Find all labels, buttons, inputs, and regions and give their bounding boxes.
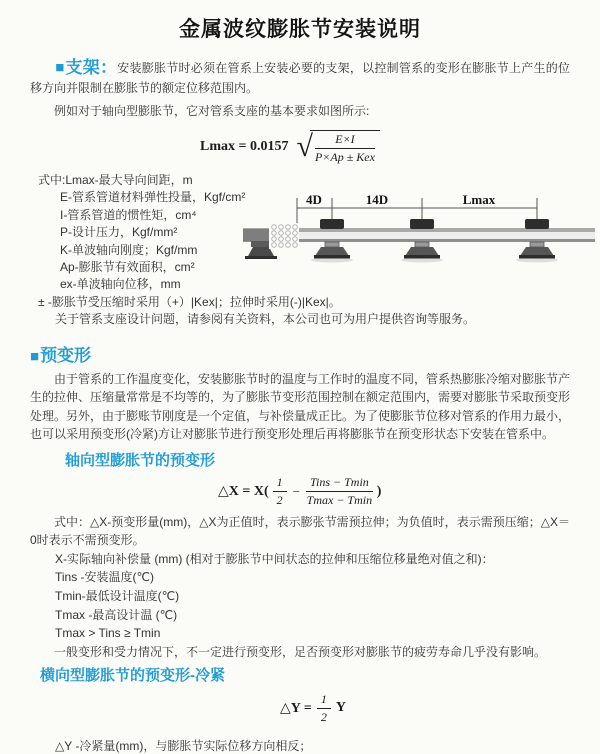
support-intro-text: 安装膨胀节时必须在管系上安装必要的支架，以控制管系的变形在膨胀节上产生的位移方向并限制在膨胀节的额定位移范围内。 bbox=[30, 61, 570, 95]
axial-notes-list bbox=[0, 513, 600, 662]
predeform-section-heading bbox=[30, 341, 600, 366]
definition-line: P-设计压力，Kgf/mm² bbox=[60, 225, 178, 240]
axial-subsection-heading: 轴向型膨胀节的预变形 bbox=[65, 451, 216, 469]
note-line: X-实际轴向补偿量 (mm) (相对于膨胀节中间状态的拉伸和压缩位移量绝对值之和)： bbox=[55, 551, 494, 566]
definition-line: K-单波轴向刚度；Kgf/mm bbox=[60, 242, 198, 257]
fraction-denominator: 2 bbox=[276, 493, 283, 508]
formula-lhs: Lmax = 0.0157 bbox=[200, 139, 289, 154]
lateral-note-line: △Y -冷紧量(mm)，与膨胀节实际位移方向相反； bbox=[55, 739, 312, 754]
formula-fraction-half bbox=[273, 475, 287, 508]
definition-line: I-管系管道的惯性矩，cm⁴ bbox=[60, 207, 197, 222]
sqrt-symbol-icon: √ bbox=[296, 130, 313, 163]
formula-fraction bbox=[315, 132, 375, 165]
page-title: 金属波纹膨胀节安装说明 bbox=[179, 18, 421, 41]
fraction-numerator: Tins − Tmin bbox=[306, 475, 373, 492]
support-example-line: 例如对于轴向型膨胀节，它对管系支座的基本要求如图所示: bbox=[54, 104, 370, 118]
axial-predeform-formula bbox=[218, 474, 600, 510]
formula-lhs: △X = X( bbox=[218, 484, 269, 500]
section-square-icon: ■ bbox=[55, 59, 65, 76]
sqrt-body bbox=[310, 130, 380, 165]
definition-line: ± -膨胀节受压缩时采用（+）|Kex|；拉伸时采用(-)|Kex|。 bbox=[38, 294, 341, 309]
definition-note: 关于管系支座设计问题，请参阅有关资料，本公司也可为用户提供咨询等服务。 bbox=[55, 312, 476, 327]
formula-fraction-temperature bbox=[306, 475, 373, 508]
formula-lhs: △Y = bbox=[280, 700, 312, 716]
section-square-icon: ■ bbox=[30, 347, 40, 365]
support-section-heading: 支架： bbox=[65, 58, 118, 77]
note-line: 式中：△X-预变形量(mm)，△X为正值时，表示膨张节需预拉伸；为负值时，表示需预压缩；△X＝0时表示不需预变形。 bbox=[30, 514, 570, 548]
fraction-numerator: 1 bbox=[317, 692, 331, 709]
formula-fraction-half bbox=[317, 692, 331, 725]
note-line: Tmin-最低设计温度(℃) bbox=[55, 589, 180, 604]
note-line: Tmax > Tins ≥ Tmin bbox=[55, 626, 161, 641]
fraction-denominator: P×Ap ± Kex bbox=[314, 149, 375, 164]
dimension-label-4d: 4D bbox=[306, 192, 322, 207]
predeform-heading-text: 预变形 bbox=[40, 345, 92, 365]
formula-close-paren: ) bbox=[376, 483, 382, 499]
minus-operator: − bbox=[292, 483, 300, 499]
guide-spacing-formula bbox=[200, 127, 600, 167]
bellows bbox=[269, 223, 299, 249]
definition-line: E-管系管道材料弹性投量，Kgf/cm² bbox=[60, 190, 246, 205]
fraction-numerator: 1 bbox=[273, 475, 287, 492]
lateral-predeform-formula bbox=[280, 693, 600, 723]
support-intro-paragraph bbox=[30, 58, 570, 98]
lateral-subsection-heading: 横向型膨胀节的预变形-冷紧 bbox=[40, 667, 225, 685]
sqrt-radical bbox=[296, 130, 379, 165]
fraction-numerator: E×I bbox=[315, 132, 375, 149]
dimension-label-14d: 14D bbox=[365, 192, 389, 207]
definition-line: Ap-膨胀节有效面积，cm² bbox=[60, 260, 195, 275]
pipe-support-diagram bbox=[241, 192, 598, 292]
dimension-label-lmax: Lmax bbox=[462, 192, 496, 207]
diagram-svg bbox=[241, 192, 598, 292]
fraction-denominator: 2 bbox=[320, 709, 327, 724]
fraction-denominator: Tmax − Tmin bbox=[306, 493, 373, 508]
note-line: Tmax -最高设计温 (℃) bbox=[55, 607, 178, 622]
formula-rhs: Y bbox=[335, 700, 346, 716]
definition-line: 式中:Lmax-最大导向间距，m bbox=[38, 173, 193, 187]
definition-line: ex-单波轴向位移，mm bbox=[60, 277, 181, 292]
note-line: Tins -安装温度(℃) bbox=[55, 570, 155, 585]
note-line: 一般变形和受力情况下，不一定进行预变形，足否预变形对膨胀节的疲劳寿命几乎没有影响。 bbox=[54, 644, 547, 659]
predeform-paragraph: 由于管系的工作温度变化，安装膨胀节时的温度与工作时的温度不同，管系热膨胀冷缩对膨胀节产生的拉伸、压缩量常常是不均等的，为了膨胀节变形范围控制在额定范围内，需要对膨胀节采取预变形处理。另外，由于膨账节刚度是一个定值，与补偿量成正比。为了使膨胀节位移对管系的作用力最小，也可以采用预变形(冷紧)方让对膨胀节进行预变形处理后再将膨胀节在预变形状态下安装在管系中。 bbox=[30, 371, 571, 442]
